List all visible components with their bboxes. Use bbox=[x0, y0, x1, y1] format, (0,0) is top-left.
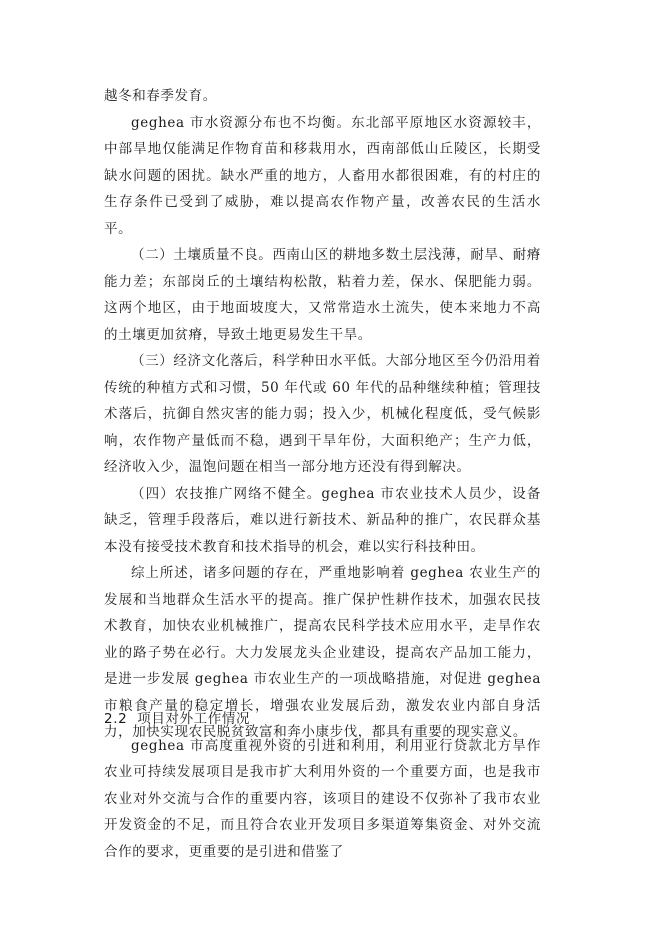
paragraph-continuation: 越冬和春季发育。 bbox=[104, 88, 217, 104]
paragraph-water-resources: geghea 市水资源分布也不均衡。东北部平原地区水资源较丰，中部旱地仅能满足作物育苗和移栽用水，西南部低山丘陵区，长期受缺水问题的困扰。缺水严重的地方，人畜用水都很困难，有的村庄的生存条件已受到了威胁，难以提高农作物产量，改善农民的生活水平。 bbox=[104, 114, 541, 237]
paragraph-economy-culture: （三）经济文化落后，科学种田水平低。大部分地区至今仍沿用着传统的种植方式和习惯，50 年代或 60 年代的品种继续种植；管理技术落后，抗御自然灾害的能力弱；投入少，机械化程度低，受气候影响，农作物产量低而不稳，遇到干旱年份，大面积绝产；生产力低，经济收入少，温饱问题在相当一部分地方还没有得到解决。 bbox=[104, 353, 541, 475]
section-heading bbox=[104, 706, 541, 733]
section-title: 项目对外工作情况 bbox=[137, 711, 251, 727]
document-body bbox=[104, 83, 541, 746]
paragraph-soil-quality: （二）土壤质量不良。西南山区的耕地多数土层浅薄，耐旱、耐瘠能力差；东部岗丘的土壤结构松散，粘着力差，保水、保肥能力弱。这两个地区，由于地面坡度大，又常常造水土流失，使本来地力不高的土壤更加贫瘠，导致土地更易发生干旱。 bbox=[104, 247, 541, 343]
paragraph-summary: 综上所述，诸多问题的存在，严重地影响着 geghea 农业生产的发展和当地群众生活水平的提高。推广保护性耕作技术，加强农民技术教育，加快农业机械推广，提高农民科学技术应用水平，走旱作农业的路子势在必行。大力发展龙头企业建设，提高农产品加工能力，是进一步发展 geghea 市农业生产的一项战略措施，对促进 geghea 市粮食产量的稳定增长，增强农业发展后劲，激发农业内部自身活力，加快实现农民脱贫致富和奔小康步伐，都具有重要的现实意义。 bbox=[104, 565, 541, 740]
paragraph-foreign-cooperation: geghea 市高度重视外资的引进和利用，利用亚行贷款北方旱作农业可持续发展项目是我市扩大利用外资的一个重要方面，也是我市农业对外交流与合作的重要内容，该项目的建设不仅弥补了我市农业开发资金的不足，而且符合农业开发项目多渠道筹集资金、对外交流合作的要求，更重要的是引进和借鉴了 bbox=[104, 737, 541, 860]
paragraph-extension-network: （四）农技推广网络不健全。geghea 市农业技术人员少，设备缺乏，管理手段落后，难以进行新技术、新品种的推广，农民群众基本没有接受技术教育和技术指导的机会，难以实行科技种田。 bbox=[104, 485, 541, 555]
section-number: 2.2 bbox=[104, 711, 128, 727]
section-2-2 bbox=[104, 706, 541, 865]
